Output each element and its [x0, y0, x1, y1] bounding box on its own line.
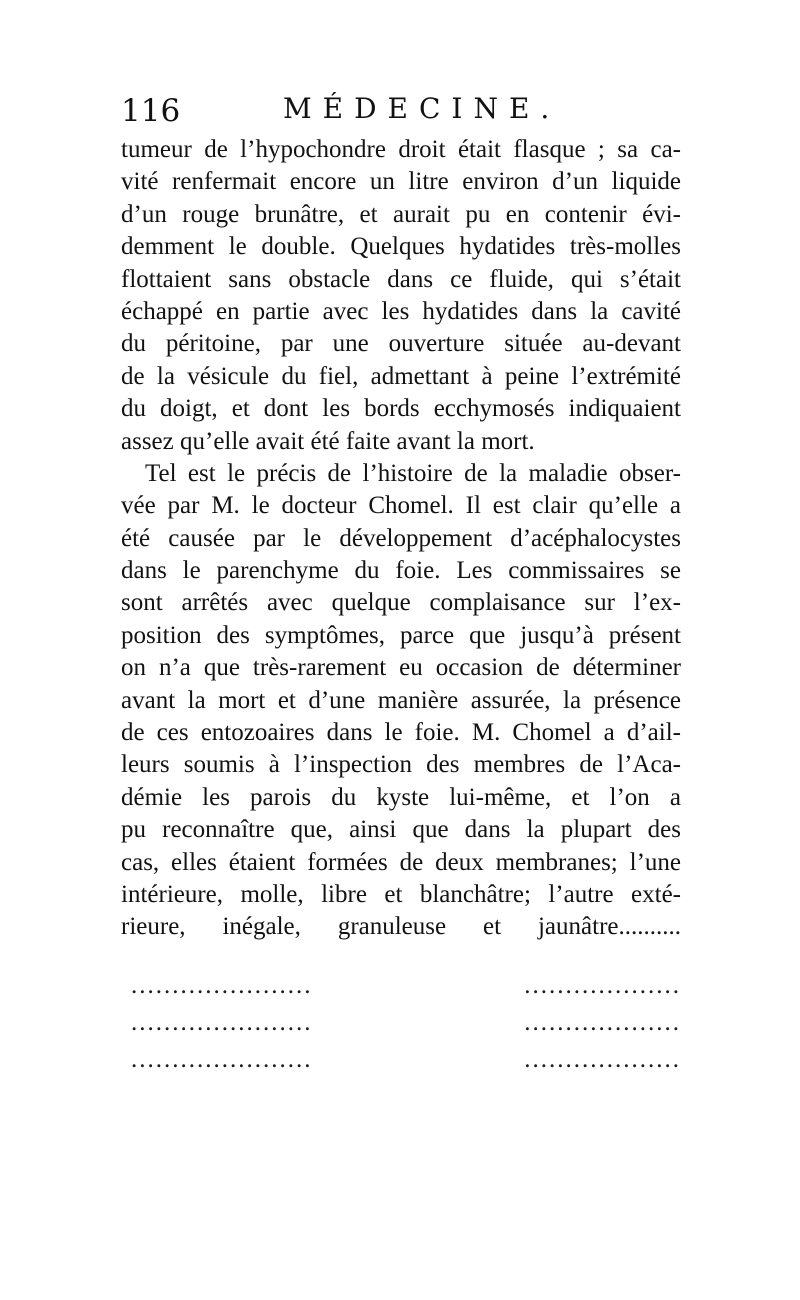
dot-line: ...................... ...................	[131, 1046, 681, 1073]
body-text	[121, 134, 681, 944]
ellipsis-dots	[131, 967, 681, 1078]
dot-line: ...................... ...................	[131, 1009, 681, 1036]
text-line: tumeur de l’hypochondre droit était flasque ; sa ca-	[121, 136, 681, 163]
text-line: position des symptômes, parce que jusqu’à présent	[121, 621, 681, 649]
text-line: demment le double. Quelques hydatides très-molles	[121, 233, 681, 261]
text-line: intérieure, molle, libre et blanchâtre; l’autre exté-	[121, 880, 681, 908]
text-line: sont arrêtés avec quelque complaisance sur l’ex-	[121, 589, 681, 617]
text-line: de la vésicule du fiel, admettant à peine l’extrémité	[121, 362, 681, 390]
text-line: vée par M. le docteur Chomel. Il est clair qu’elle a	[121, 492, 681, 520]
dot-line: ...................... ...................	[131, 972, 681, 999]
text-line: on n’a que très-rarement eu occasion de déterminer	[121, 654, 681, 682]
page-number: 116	[121, 93, 181, 129]
text-line: échappé en partie avec les hydatides dans la cavité	[121, 297, 681, 325]
text-line: démie les parois du kyste lui-même, et l’on a	[121, 783, 681, 811]
text-line: assez qu’elle avait été faite avant la mort.	[121, 427, 535, 455]
text-line: pu reconnaître que, ainsi que dans la plupart des	[121, 816, 681, 844]
text-line: leurs soumis à l’inspection des membres de l’Aca-	[121, 751, 681, 779]
text-line: cas, elles étaient formées de deux membranes; l’une	[121, 848, 681, 876]
text-line: été causée par le développement d’acéphalocystes	[121, 524, 681, 552]
text-line: d’un rouge brunâtre, et aurait pu en contenir évi-	[121, 200, 681, 228]
text-line: flottaient sans obstacle dans ce fluide, qui s’était	[121, 265, 681, 293]
text-line: du péritoine, par une ouverture située au-devant	[121, 330, 681, 358]
text-line: du doigt, et dont les bords ecchymosés indiquaient	[121, 395, 681, 423]
text-line: de ces entozoaires dans le foie. M. Chomel a d’ail-	[121, 719, 681, 747]
text-line: avant la mort et d’une manière assurée, la présence	[121, 686, 681, 714]
text-line: dans le parenchyme du foie. Les commissaires se	[121, 557, 681, 585]
running-head	[121, 86, 681, 134]
text-line: rieure, inégale, granuleuse et jaunâtre..........	[121, 913, 681, 941]
text-line: Tel est le précis de l’histoire de la maladie obser-	[145, 459, 681, 487]
running-title: MÉDECINE.	[283, 92, 561, 125]
text-line: vité renfermait encore un litre environ d’un liquide	[121, 168, 681, 196]
